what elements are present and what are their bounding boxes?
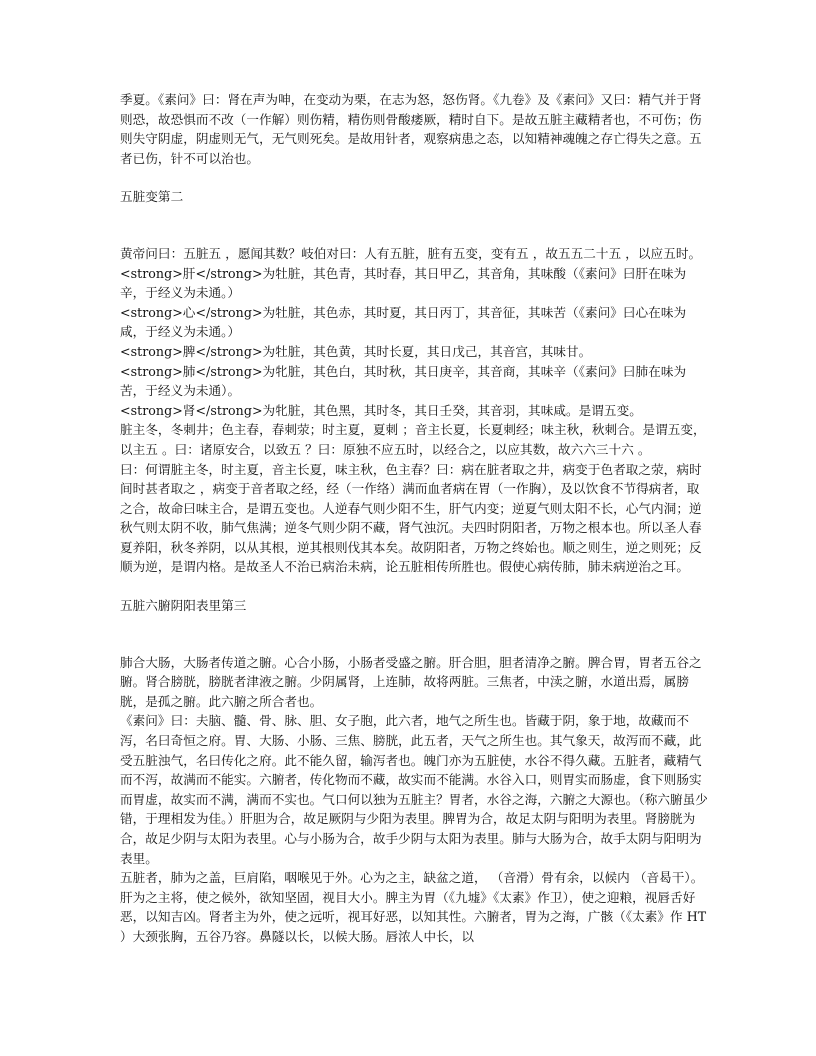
paragraph: <strong>心</strong>为牡脏，其色赤，其时夏，其日丙丁，其音征，其味苦（《素问》曰心在味为咸，于经义为未通。）: [120, 304, 687, 340]
paragraph: <strong>肝</strong>为牡脏，其色青，其时春，其日甲乙，其音角，其味酸（《素问》曰肝在味为辛，于经义为未通。）: [120, 265, 687, 301]
section-heading-biaoli: 五脏六腑阴阳表里第三: [120, 598, 247, 614]
spacer: [120, 207, 710, 244]
section-heading-wuzang-bian: 五脏变第二: [120, 189, 184, 205]
spacer: [120, 616, 710, 653]
paragraph: <strong>肺</strong>为牝脏，其色白，其时秋，其日庚辛，其音商，其味辛（《素问》曰肺在味为苦，于经义为未通）。: [120, 363, 687, 399]
paragraph: 季夏。《素问》曰：肾在声为呻，在变动为栗，在志为怒，怒伤肾。《九卷》及《素问》又曰：精气并于肾则恐，故恐惧而不改（一作解）则伤精，精伤则骨酸痿厥，精时自下。是故五脏主藏精者也，不可伤；伤则失守阴虚，阴虚则无气，无气则死矣。是故用针者，观察病患之态，以知精神魂魄之存亡得失之意。五者已伤，针不可以治也。: [120, 92, 702, 166]
paragraph: <strong>脾</strong>为牡脏，其色黄，其时长夏，其日戊己，其音宫，其味甘。: [120, 343, 592, 359]
section-wuzang-bian: [120, 244, 710, 577]
section-intro: [120, 90, 710, 168]
paragraph: 黄帝问曰：五脏五 ，愿闻其数？岐伯对曰：人有五脏，脏有五变，变有五 ，故五五二十五 ，以应五时。: [120, 245, 702, 261]
paragraph: 五脏者，肺为之盖，巨肩陷，咽喉见于外。心为之主，缺盆之道， （音滑）骨有余，以候内 （音曷干）。肝为之主将，使之候外，欲知坚固，视目大小。脾主为胃（《九墟》《太素》作卫），使之迎粮，视唇舌好恶，以知吉凶。肾者主为外，使之远听，视耳好恶，以知其性。六腑者，胃为之海，广骸（《太素》作 HT ）大颈张胸，五谷乃容。鼻隧以长，以候大肠。唇浓人中长，以: [120, 870, 711, 944]
spacer: [120, 577, 710, 596]
spacer: [120, 168, 710, 187]
document-page: [120, 90, 710, 947]
paragraph: 《素问》曰：夫脑、髓、骨、脉、胆、女子胞，此六者，地气之所生也。皆藏于阴，象于地，故藏而不泻，名曰奇恒之府。胃、大肠、小肠、三焦、膀胱，此五者，天气之所生也。其气象天，故泻而不藏，此受五脏浊气，名曰传化之府。此不能久留，输泻者也。魄门亦为五脏使，水谷不得久藏。五脏者，藏精气而不泻，故满而不能实。六腑者，传化物而不藏，故实而不能满。水谷入口，则胃实而肠虚，食下则肠实而胃虚，故实而不满，满而不实也。气口何以独为五脏主？胃者，水谷之海，六腑之大源也。（称六腑虽少错，于理相发为佳。）肝胆为合，故足厥阴与少阳为表里。脾胃为合，故足太阴与阳明为表里。肾膀胱为合，故足少阴与太阳为表里。心与小肠为合，故手少阴与太阳为表里。肺与大肠为合，故手太阴与阳明为表里。: [120, 713, 708, 866]
paragraph: 肺合大肠，大肠者传道之腑。心合小肠，小肠者受盛之腑。肝合胆，胆者清净之腑。脾合胃，胃者五谷之腑。肾合膀胱，膀胱者津液之腑。少阴属肾，上连肺，故将两脏。三焦者，中渎之腑，水道出焉，属膀胱，是孤之腑。此六腑之所合者也。: [120, 654, 702, 709]
section-biaoli: [120, 653, 710, 947]
paragraph: <strong>肾</strong>为牝脏，其色黑，其时冬，其日壬癸，其音羽，其味咸。是谓五变。: [120, 402, 642, 418]
paragraph: 脏主冬，冬刺井；色主春，春刺荥；时主夏，夏刺 ；音主长夏，长夏刺经；味主秋，秋刺合。是谓五变，以主五 。曰：诸原安合，以致五 ？曰：原独不应五时，以经合之，以应其数，故六六三十六 。: [120, 422, 706, 457]
paragraph: 曰：何谓脏主冬，时主夏，音主长夏，味主秋，色主春？曰：病在脏者取之井，病变于色者取之荥，病时间时甚者取之 ，病变于音者取之经，经（一作络）满而血者病在胃（一作胸），及以饮食不节得病者，取之合，故命曰味主合，是谓五变也。人逆春气则少阳不生，肝气内变；逆夏气则太阳不长，心气内洞；逆秋气则太阴不收，肺气焦满；逆冬气则少阴不藏，肾气浊沉。夫四时阴阳者，万物之根本也。所以圣人春夏养阳，秋冬养阴，以从其根，逆其根则伐其本矣。故阴阳者，万物之终始也。顺之则生，逆之则死；反顺为逆，是谓内格。是故圣人不治已病治未病，论五脏相传所胜也。假使心病传肺，肺未病逆治之耳。: [120, 461, 702, 575]
